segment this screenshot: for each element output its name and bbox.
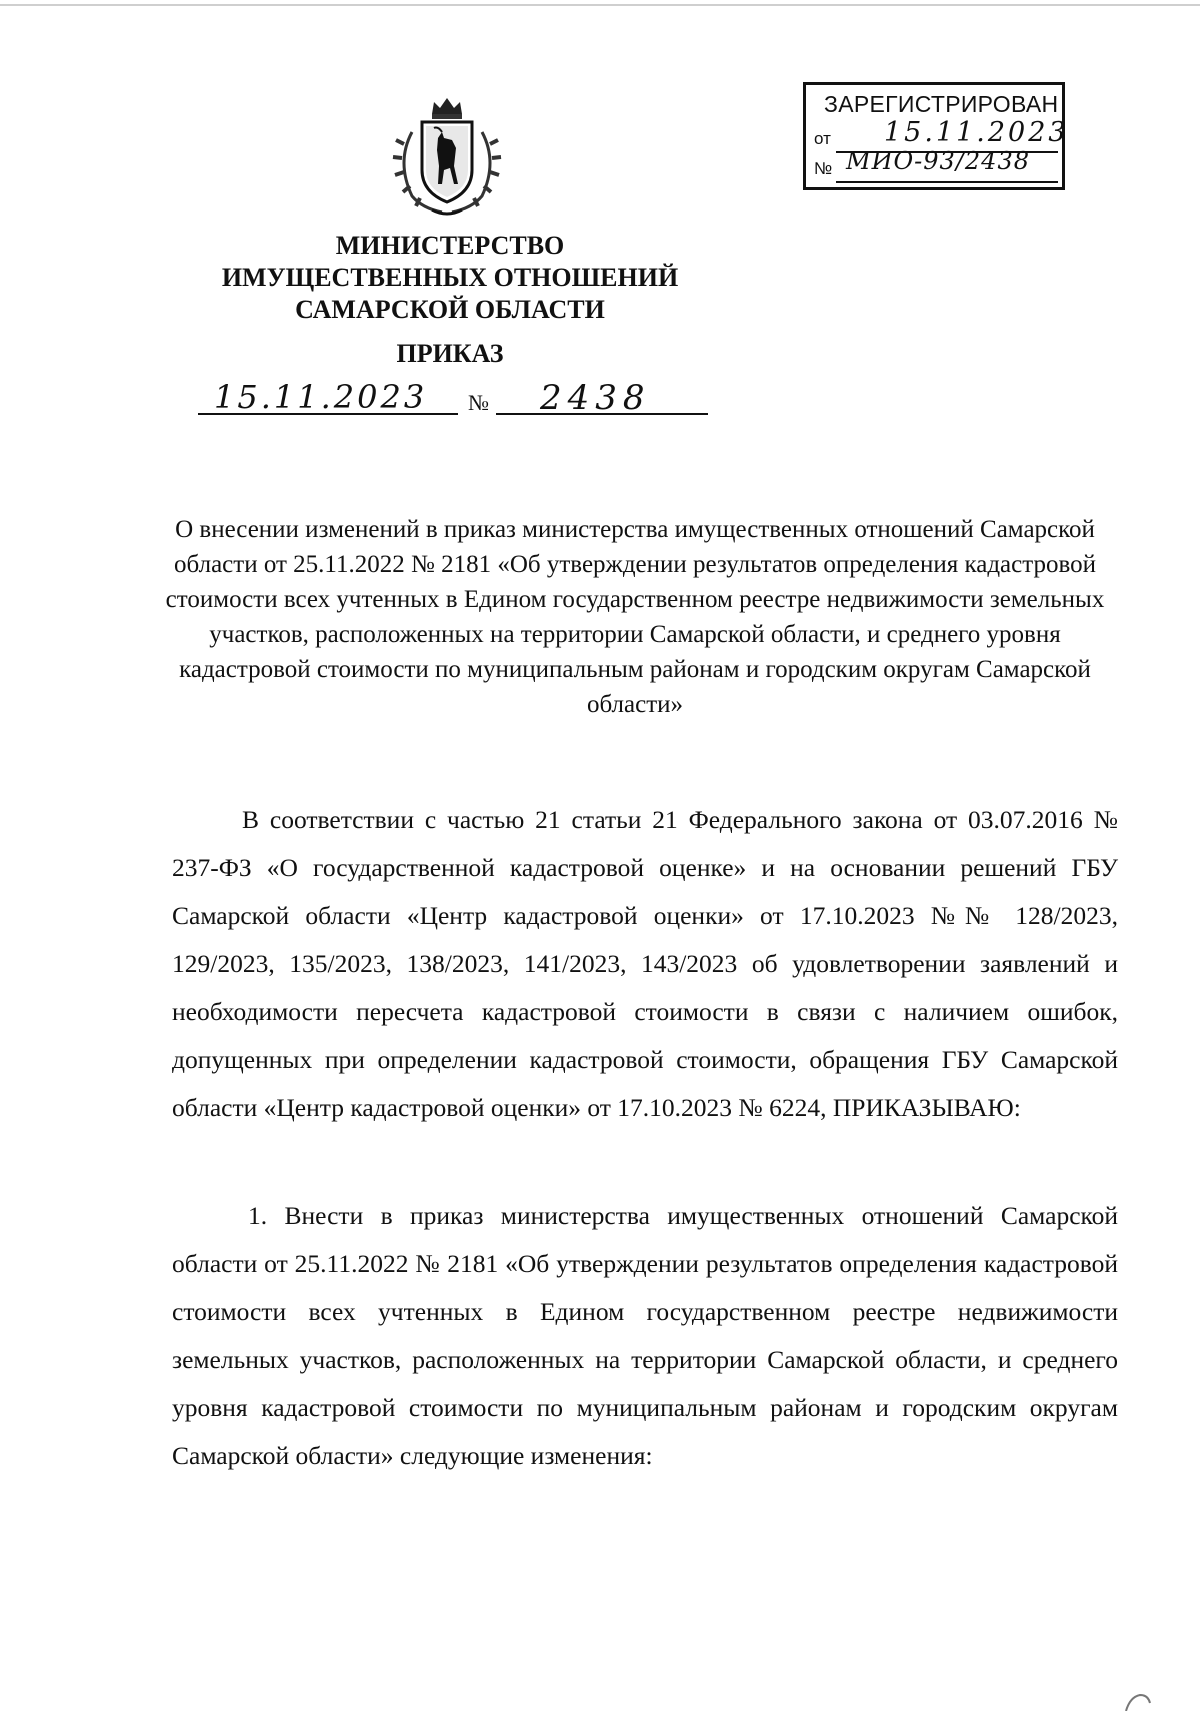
order-number-sign: №: [468, 390, 489, 415]
ministry-line-3: САМАРСКОЙ ОБЛАСТИ: [295, 295, 605, 324]
body-paragraph-2: 1. Внести в приказ министерства имущественных отношений Самарской области от 25.11.2022 № 2181 «Об утверждении результатов определения кадастровой стоимости всех учтенных в Едином государственном реестре недвижимости земельных участков, расположенных на территории Самарской области, и среднего уровня кадастровой стоимости по муниципальным районам и городским округам Самарской области» следующие изменения:: [172, 1201, 1118, 1470]
order-title: ПРИКАЗ: [396, 339, 504, 368]
stamp-date-handwritten: 15.11.2023: [884, 117, 1069, 148]
stamp-number-prefix: №: [814, 159, 833, 178]
stamp-title: ЗАРЕГИСТРИРОВАН: [824, 91, 1059, 117]
body-paragraph-1: В соответствии с частью 21 статьи 21 Федерального закона от 03.07.2016 № 237-ФЗ «О государственной кадастровой оценке» и на основании решений ГБУ Самарской области «Центр кадастровой оценки» от 17.10.2023 №№ 128/2023, 129/2023, 135/2023, 138/2023, 141/2023, 143/2023 об удовлетворении заявлений и необходимости пересчета кадастровой стоимости в связи с наличием ошибок, допущенных при определении кадастровой стоимости, обращения ГБУ Самарской области «Центр кадастровой оценки» от 17.10.2023 № 6224, ПРИКАЗЫВАЮ:: [172, 805, 1118, 1122]
order-number-handwritten: 2438: [540, 378, 651, 418]
registration-stamp: [803, 82, 1069, 190]
stamp-number-handwritten: МИО-93/2438: [846, 147, 1030, 175]
scan-corner-mark-icon: [1122, 1689, 1152, 1711]
stamp-date-prefix: от: [814, 129, 831, 148]
coat-of-arms-icon: [382, 92, 512, 222]
ministry-heading: [200, 230, 700, 326]
order-date-handwritten: 15.11.2023: [214, 378, 428, 416]
scan-edge-line: [0, 4, 1200, 6]
stamp-number-line: [836, 181, 1058, 183]
ministry-line-1: МИНИСТЕРСТВО: [335, 231, 565, 260]
ministry-line-2: ИМУЩЕСТВЕННЫХ ОТНОШЕНИЙ: [221, 263, 679, 292]
order-subject: О внесении изменений в приказ министерства имущественных отношений Самарской области от 25.11.2022 № 2181 «Об утверждении результатов определения кадастровой стоимости всех учтенных в Едином государственном реестре недвижимости земельных участков, расположенных на территории Самарской области, и среднего уровня кадастровой стоимости по муниципальным районам и городским округам Самарской области»: [165, 516, 1105, 718]
